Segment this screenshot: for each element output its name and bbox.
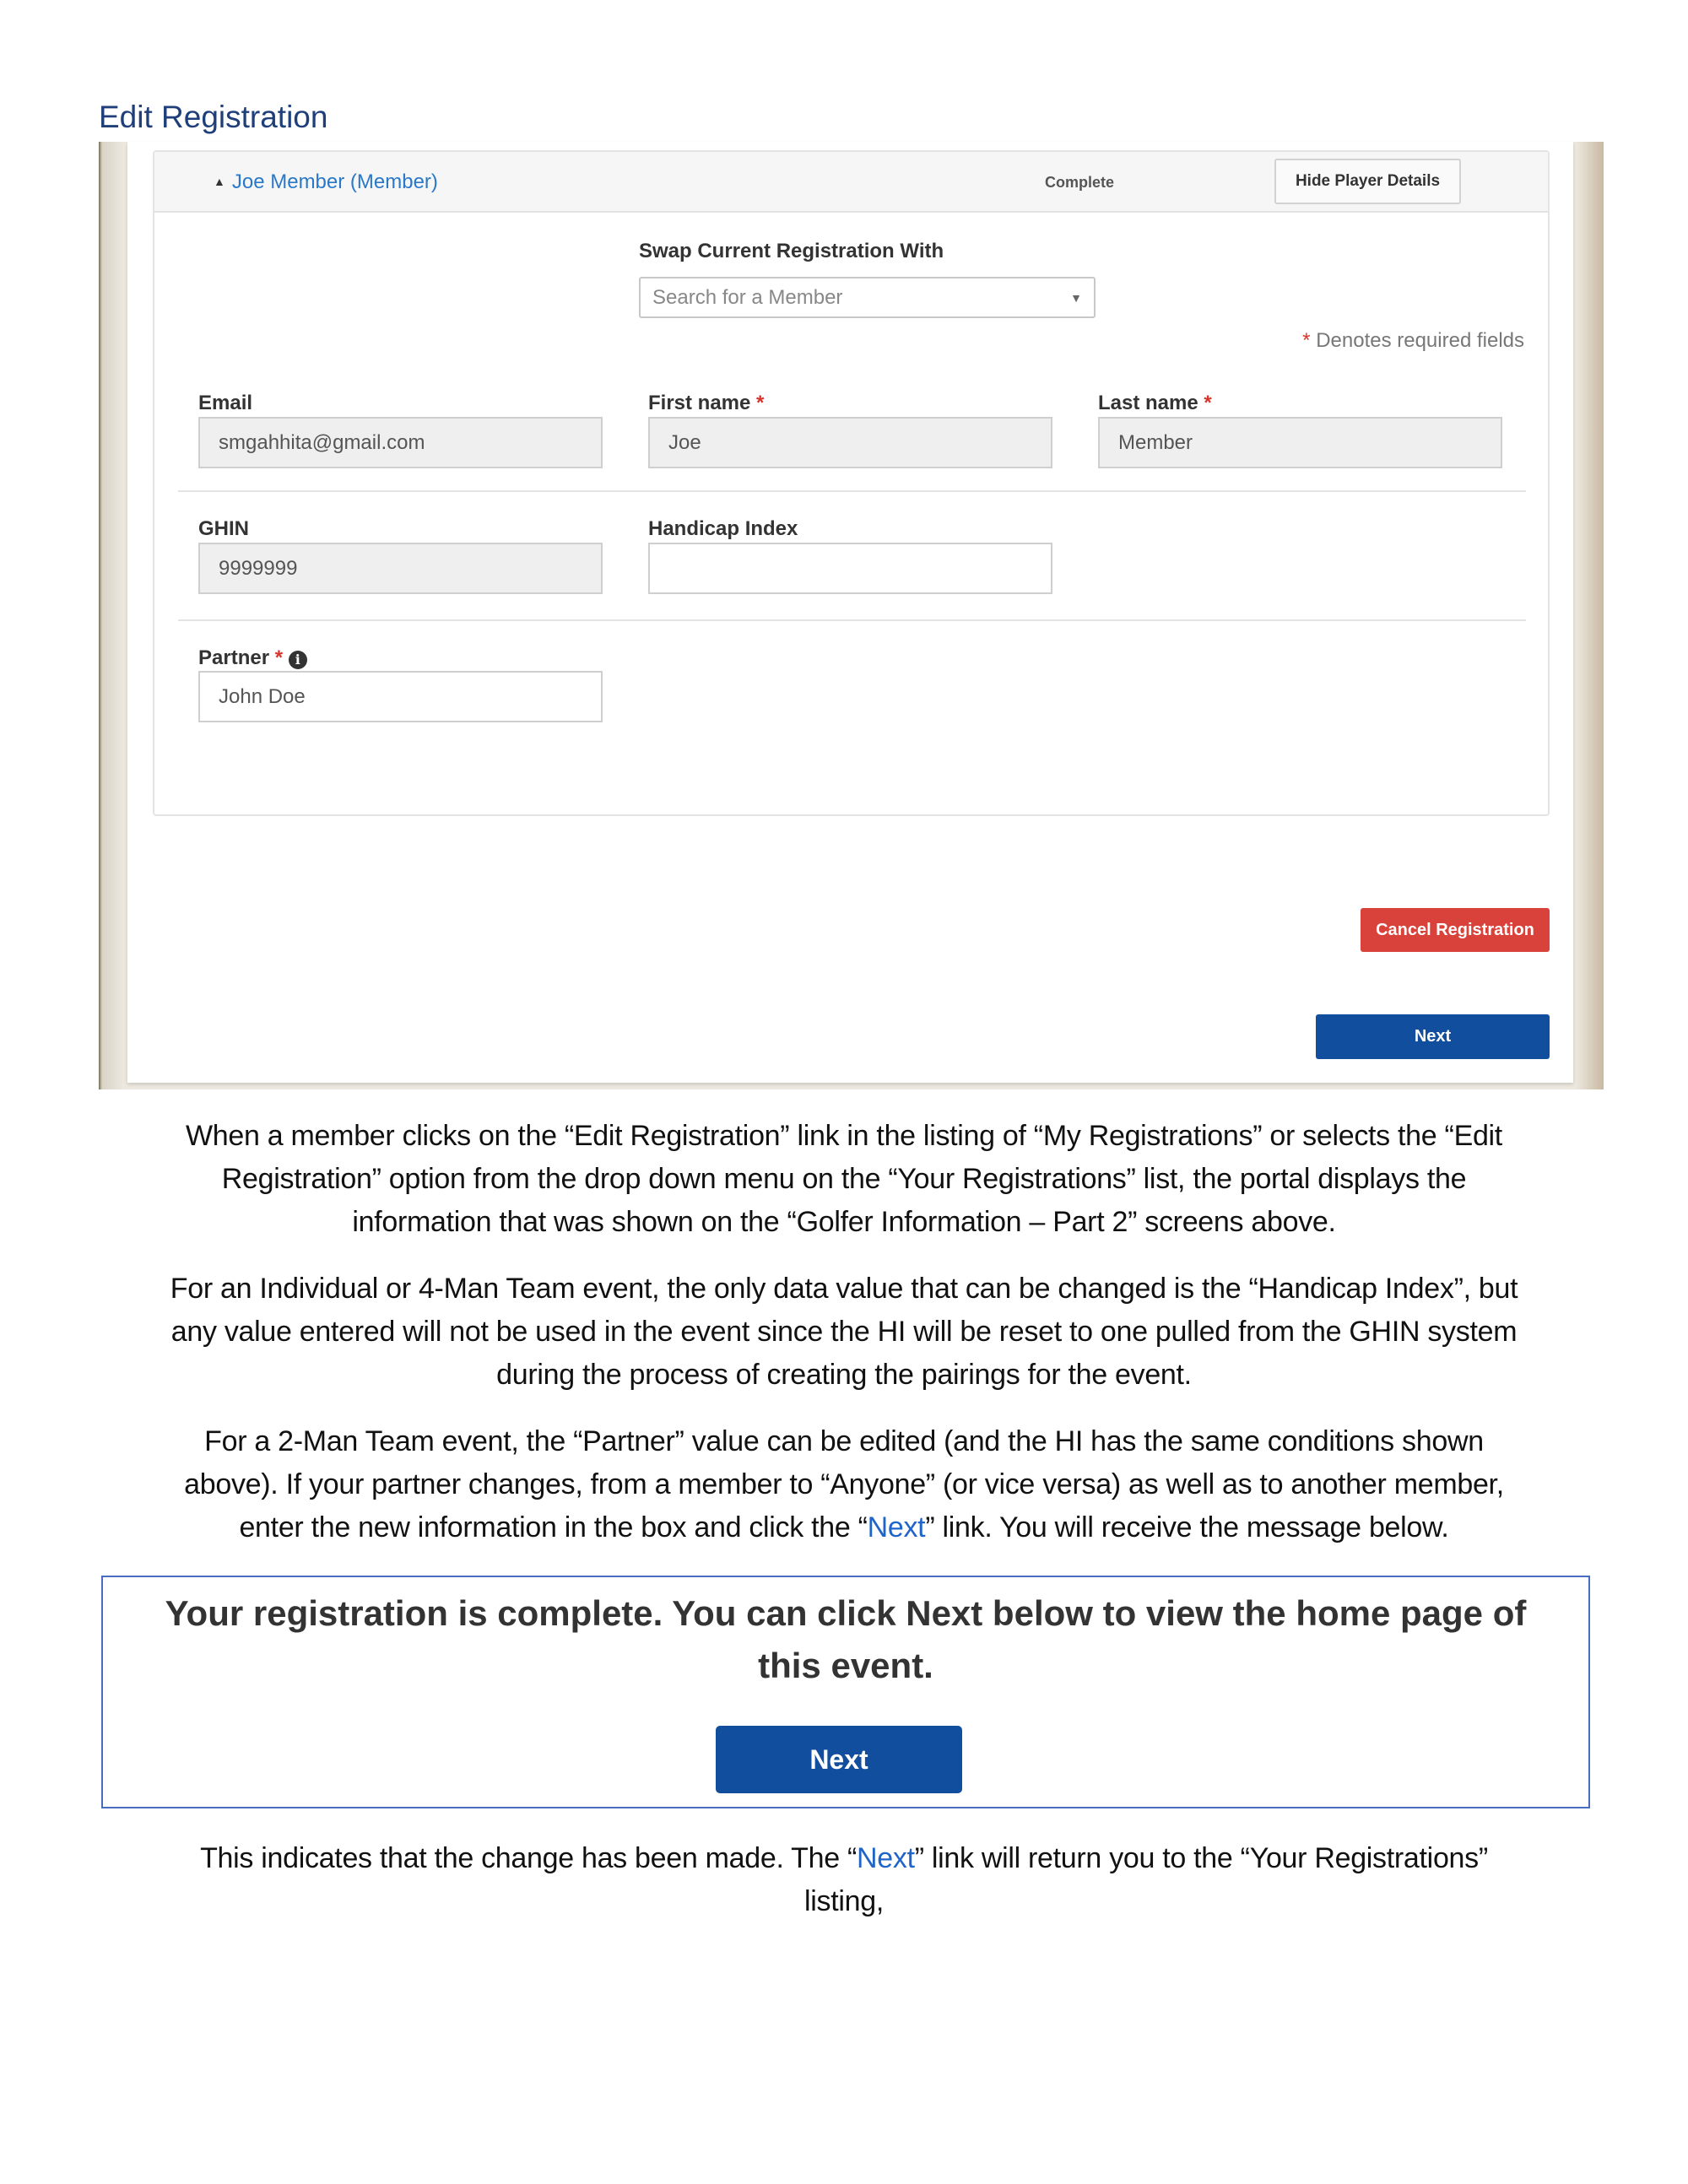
partner-field[interactable]: John Doe	[198, 671, 603, 722]
caret-up-icon: ▲	[214, 175, 225, 188]
confirmation-text: Your registration is complete. You can click Next below to view the home page of this event.	[165, 1593, 1527, 1685]
divider	[178, 619, 1526, 621]
cancel-registration-button[interactable]: Cancel Registration	[1361, 908, 1550, 952]
last-name-label: Last name *	[1098, 392, 1212, 414]
player-panel-header	[154, 152, 1548, 213]
handicap-field[interactable]	[648, 543, 1052, 594]
ghin-label: GHIN	[198, 517, 249, 540]
last-name-field[interactable]: Member	[1098, 417, 1502, 468]
swap-placeholder: Search for a Member	[652, 285, 843, 309]
confirmation-next-button[interactable]: Next	[716, 1726, 962, 1793]
next-link[interactable]: Next	[857, 1842, 915, 1874]
first-name-label: First name *	[648, 392, 765, 414]
swap-label: Swap Current Registration With	[639, 240, 944, 262]
ghin-field[interactable]: 9999999	[198, 543, 603, 594]
registration-card	[127, 142, 1573, 1083]
player-panel	[153, 150, 1550, 816]
player-name: Joe Member (Member)	[231, 170, 438, 193]
confirmation-message-box	[101, 1576, 1590, 1808]
swap-member-select[interactable]	[639, 277, 1096, 318]
paragraph-2: For an Individual or 4-Man Team event, the only data value that can be changed is the “Handicap Index”, but any value entered will not be used in the event since the HI will be reset to one pulled from the GHIN system during the process of creating the pairings for the event.	[170, 1273, 1518, 1391]
paragraph-1: When a member clicks on the “Edit Registration” link in the listing of “My Registrations” or selects the “Edit Registration” option from the drop down menu on the “Your Registrations” list, the portal displays the information that was shown on the “Golfer Information – Part 2” screens above.	[186, 1120, 1502, 1238]
next-link[interactable]: Next	[867, 1511, 926, 1543]
email-label: Email	[198, 392, 253, 414]
status-text: Complete	[1045, 174, 1115, 191]
paragraph-3: For a 2-Man Team event, the “Partner” value can be edited (and the HI has the same conditions shown above). If your partner changes, from a member to “Anyone” (or vice versa) as well as to another member, enter the new information in the box and click the “Next” link. You will receive the message below.	[184, 1425, 1504, 1543]
handicap-label: Handicap Index	[648, 517, 798, 540]
chevron-down-icon: ▼	[1070, 290, 1082, 305]
email-field[interactable]: smgahhita@gmail.com	[198, 417, 603, 468]
required-note: * Denotes required fields	[1302, 329, 1524, 352]
player-toggle-link[interactable]	[214, 170, 438, 194]
info-icon[interactable]: i	[289, 651, 307, 669]
next-button[interactable]: Next	[1316, 1014, 1550, 1059]
partner-label: Partner * i	[198, 646, 307, 670]
hide-player-details-button[interactable]: Hide Player Details	[1274, 159, 1461, 204]
divider	[178, 490, 1526, 492]
paragraph-4: This indicates that the change has been made. The “Next” link will return you to the “Your Registrations” listing,	[200, 1842, 1488, 1917]
page-heading: Edit Registration	[99, 100, 328, 134]
first-name-field[interactable]: Joe	[648, 417, 1052, 468]
